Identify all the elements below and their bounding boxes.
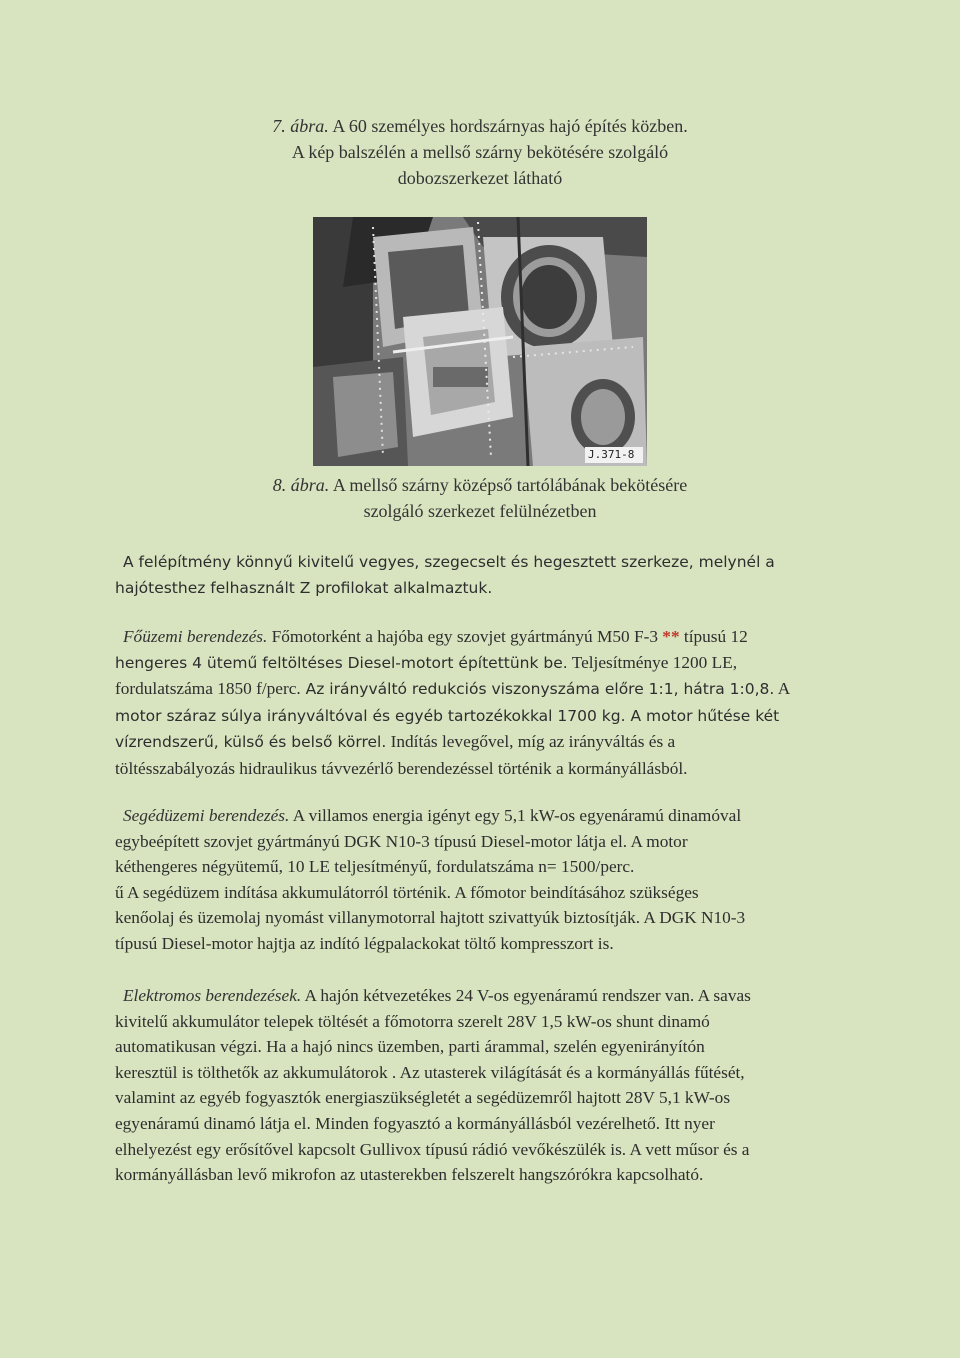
aux-engine-paragraph: Segédüzemi berendezés. A villamos energia igényt egy 5,1 kW-os egyenáramú dinamóval egybeépített szovjet gyártmányú DGK N10-3 típusú Diesel-motor látja el. A motor kéthengeres négyütemű, 10 LE teljesítményű, fordulatszáma n= 1500/perc. ű A segédüzem indítása akkumulátorról történik. A főmotor beindításához szükséges kenőolaj és üzemolaj nyomást villanymotorral hajtott szivattyúk biztosítják. A DGK N10-3 típusú Diesel-motor hajtja az indító légpalackokat töltő kompresszort is. (115, 806, 746, 953)
figure-8-caption (250, 472, 710, 524)
figure-8-label: 8. ábra. (272, 475, 330, 495)
intro-paragraph (115, 549, 835, 601)
figure-8-caption-line-2: szolgáló szerkezet felülnézetben (363, 501, 597, 521)
figure-7-caption-line-1: A 60 személyes hordszárnyas hajó építés közben. (332, 116, 688, 136)
photo-stamp: J.371-8 (588, 448, 635, 461)
intro-line-1: A felépítmény könnyű kivitelű vegyes, szegecselt és hegesztett szerkeze, melynél a (123, 553, 775, 571)
figure-7-caption-line-2: A kép balszélén a mellső szárny bekötésére szolgáló (291, 142, 669, 162)
footnote-stars: ** (662, 627, 680, 646)
figure-7-label: 7. ábra. (272, 116, 329, 136)
figure-7-caption (250, 113, 710, 191)
figure-7-caption-line-3: dobozszerkezet látható (397, 168, 563, 188)
figure-8-caption-line-1: A mellső szárny középső tartólábának bekötésére (332, 475, 688, 495)
electrical-paragraph: Elektromos berendezések. A hajón kétvezetékes 24 V-os egyenáramú rendszer van. A savas kivitelű akkumulátor telepek töltését a főmotorra szerelt 28V 1,5 kW-os shunt dinamó automatikusan végzi. Ha a hajó nincs üzemben, parti árammal, szelén egyenirányítón keresztül is tölthetők az akkumulátorok . Az utasterek világítását és a kormányállás fűtését, valamint az egyéb fogyasztók energiaszükségletét a segédüzemről hajtott 28V 5,1 kW-os egyenáramú dinamó látja el. Minden fogyasztó a kormányállásból vezérelhető. Itt nyer elhelyezést egy erősítővel kapcsolt Gullivox típusú rádió vevőkészülék is. A vett műsor és a kormányállásban levő mikrofon az utasterekben felszerelt hangszórókra kapcsolható. (115, 986, 751, 1185)
main-engine-heading: Főüzemi berendezés. (123, 627, 268, 646)
construction-photo (313, 217, 647, 466)
intro-line-2: hajótesthez felhasznált Z profilokat alkalmaztuk. (115, 579, 493, 597)
main-engine-paragraph: Főüzemi berendezés. Főmotorként a hajóba egy szovjet gyártmányú M50 F-3 ** típusú 12 hengeres 4 ütemű feltöltéses Diesel-motort építettünk be. Teljesítménye 1200 LE, fordulatszáma 1850 f/perc. Az irányváltó redukciós viszonyszáma előre 1:1, hátra 1:0,8. A motor száraz súlya irányváltóval és egyéb tartozékokkal 1700 kg. A motor hűtése két vízrendszerű, külső és belső körrel. Indítás levegővel, míg az irányváltás és a töltésszabályozás hidraulikus távvezérlő berendezéssel történik a kormányállásból. (115, 627, 791, 778)
aux-engine-heading: Segédüzemi berendezés. (123, 806, 290, 825)
electrical-heading: Elektromos berendezések. (123, 986, 302, 1005)
